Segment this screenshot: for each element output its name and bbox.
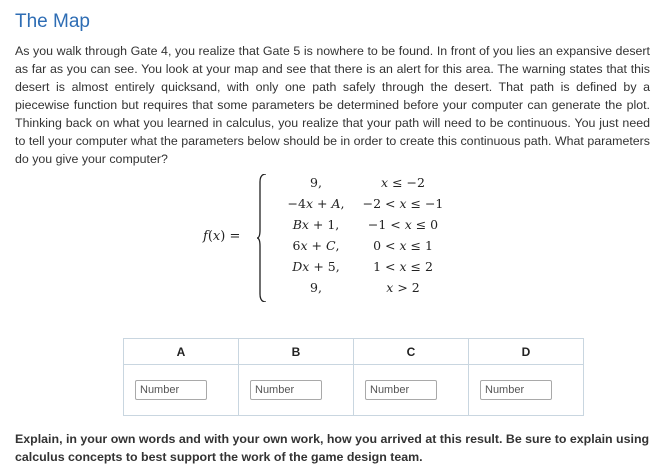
piece-row bbox=[275, 214, 449, 235]
piece-row bbox=[275, 235, 449, 256]
piece-expression: 6x + C, bbox=[292, 238, 340, 253]
piece-expression: Dx + 5, bbox=[292, 259, 340, 274]
piece-condition: −2 < x ≤ −1 bbox=[362, 196, 444, 211]
piece-expression: 9, bbox=[310, 175, 322, 190]
answer-cell bbox=[239, 365, 354, 416]
piece-condition: x ≤ −2 bbox=[381, 175, 425, 190]
answer-b-input[interactable] bbox=[250, 380, 322, 400]
piece-row bbox=[275, 172, 449, 193]
column-header-d: D bbox=[469, 339, 584, 365]
piece-condition: x > 2 bbox=[386, 280, 420, 295]
piece-expression: −4x + A, bbox=[287, 196, 345, 211]
story-text: As you walk through Gate 4, you realize that Gate 5 is nowhere to be found. In front of you lies an expansive desert as far as you can see. You look at your map and see that there is an alert for this area. The warning states that this desert is almost entirely quicksand, with only one path safely through the desert. That path is defined by a piecewise function but requires that some parameters be determined before your computer can generate the plot. Thinking back on what you learned in calculus, you realize that your path will need to be continuous. You just need to tell your computer what the parameters below should be in order to create this continuous path. What parameters do you give your computer? bbox=[15, 44, 650, 166]
answer-c-input[interactable] bbox=[365, 380, 437, 400]
answer-cell bbox=[124, 365, 239, 416]
piece-expression: 9, bbox=[310, 280, 322, 295]
answer-cell bbox=[469, 365, 584, 416]
piecewise-function bbox=[275, 172, 449, 298]
column-header-b: B bbox=[239, 339, 354, 365]
page-title: The Map bbox=[15, 11, 90, 32]
piece-row bbox=[275, 193, 449, 214]
column-header-a: A bbox=[124, 339, 239, 365]
piece-condition: 1 < x ≤ 2 bbox=[373, 259, 433, 274]
answer-table bbox=[123, 338, 584, 416]
piece-row bbox=[275, 256, 449, 277]
piece-expression: Bx + 1, bbox=[292, 217, 340, 232]
piece-row bbox=[275, 277, 449, 298]
answer-cell bbox=[354, 365, 469, 416]
answer-d-input[interactable] bbox=[480, 380, 552, 400]
column-header-c: C bbox=[354, 339, 469, 365]
answer-a-input[interactable] bbox=[135, 380, 207, 400]
explain-prompt: Explain, in your own words and with your own work, how you arrived at this result. Be sure to explain using calculus concepts to best support the work of the game design team. bbox=[15, 432, 650, 464]
function-label: f(x) = bbox=[203, 229, 241, 244]
piece-condition: −1 < x ≤ 0 bbox=[367, 217, 439, 232]
piece-condition: 0 < x ≤ 1 bbox=[373, 238, 433, 253]
left-brace bbox=[257, 174, 267, 302]
